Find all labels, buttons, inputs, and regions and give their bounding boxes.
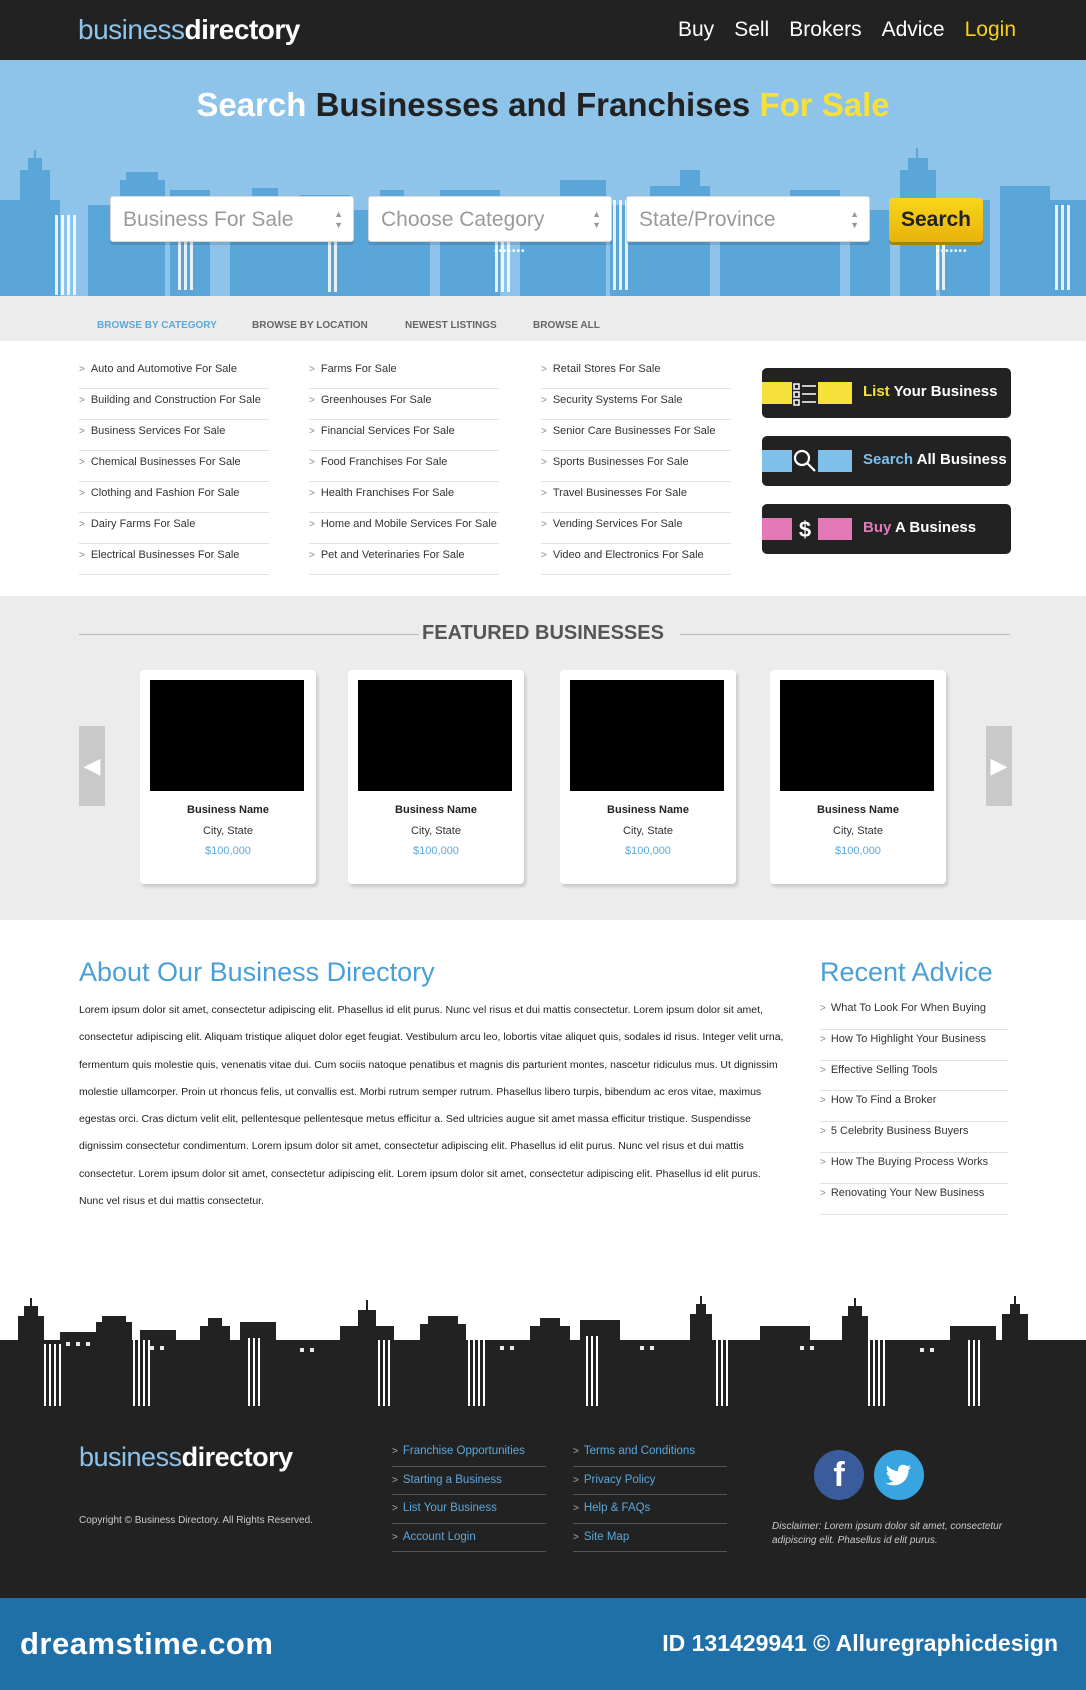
recent-advice-title: Recent Advice: [820, 957, 993, 987]
advice-link[interactable]: > How To Highlight Your Business: [820, 1030, 1008, 1061]
stock-watermark-bar: [0, 1598, 1086, 1690]
main-nav: [678, 18, 1016, 42]
business-name: Business Name: [607, 804, 689, 816]
category-link[interactable]: > Chemical Businesses For Sale: [79, 451, 269, 482]
business-location: City, State: [833, 825, 883, 837]
category-column-2: [309, 358, 499, 575]
watermark-id: ID 131429941 © Alluregraphicdesign: [662, 1630, 1058, 1656]
business-location: City, State: [623, 825, 673, 837]
category-link[interactable]: > Food Franchises For Sale: [309, 451, 499, 482]
advice-link[interactable]: > Renovating Your New Business: [820, 1184, 1008, 1215]
nav-login[interactable]: Login: [964, 18, 1016, 41]
business-type-select[interactable]: [110, 196, 354, 242]
action-label: [863, 383, 997, 400]
category-link[interactable]: > Security Systems For Sale: [541, 389, 731, 420]
featured-businesses-section: [0, 596, 1086, 920]
select-arrows-icon: ▲ ▼: [850, 209, 859, 230]
tab-newest-listings[interactable]: NEWEST LISTINGS: [405, 320, 497, 331]
category-link[interactable]: > Video and Electronics For Sale: [541, 544, 731, 575]
category-link[interactable]: > Senior Care Businesses For Sale: [541, 420, 731, 451]
state-value: State/Province: [639, 208, 776, 231]
business-card[interactable]: [770, 670, 946, 884]
site-logo[interactable]: [78, 14, 300, 46]
copyright-text: Copyright © Business Directory. All Rights Reserved.: [79, 1515, 313, 1526]
search-button[interactable]: Search: [889, 198, 983, 242]
advice-link[interactable]: > Effective Selling Tools: [820, 1061, 1008, 1092]
about-title: About Our Business Directory: [79, 957, 435, 987]
footer-links-2: [573, 1438, 727, 1552]
logo-bold-text: directory: [181, 1442, 293, 1472]
logo-bold-text: directory: [184, 14, 300, 45]
category-link[interactable]: > Electrical Businesses For Sale: [79, 544, 269, 575]
state-select[interactable]: [626, 196, 870, 242]
category-link[interactable]: > Building and Construction For Sale: [79, 389, 269, 420]
tab-browse-all[interactable]: BROWSE ALL: [533, 320, 600, 331]
action-rest-text: A Business: [891, 519, 977, 536]
footer-link[interactable]: > Account Login: [392, 1524, 546, 1553]
footer-link[interactable]: > Privacy Policy: [573, 1467, 727, 1496]
action-accent-text: Buy: [863, 519, 892, 536]
search-all-business-button[interactable]: [762, 436, 1011, 486]
category-select[interactable]: [368, 196, 612, 242]
disclaimer-text: Disclaimer: Lorem ipsum dolor sit amet, consectetur adipiscing elit. Phasellus id elit purus.: [772, 1521, 1003, 1546]
logo-light-text: business: [79, 1442, 182, 1472]
category-link[interactable]: > Pet and Veterinaries For Sale: [309, 544, 499, 575]
category-link[interactable]: > Vending Services For Sale: [541, 513, 731, 544]
hero-title-for-sale: For Sale: [759, 86, 890, 123]
decorative-dots: •••••••: [494, 246, 526, 257]
category-link[interactable]: > Financial Services For Sale: [309, 420, 499, 451]
select-arrows-icon: ▲ ▼: [592, 209, 601, 230]
nav-sell[interactable]: Sell: [734, 18, 770, 41]
category-column-1: [79, 358, 269, 575]
footer-link[interactable]: > List Your Business: [392, 1495, 546, 1524]
business-image: [780, 680, 934, 791]
business-name: Business Name: [187, 804, 269, 816]
business-price: $100,000: [835, 845, 881, 857]
footer-logo[interactable]: [79, 1442, 293, 1473]
dollar-icon: [792, 514, 818, 544]
select-arrows-icon: ▲ ▼: [334, 209, 343, 230]
business-location: City, State: [411, 825, 461, 837]
footer: [0, 1408, 1086, 1598]
category-link[interactable]: > Sports Businesses For Sale: [541, 451, 731, 482]
business-image: [150, 680, 304, 791]
business-card[interactable]: [140, 670, 316, 884]
action-rest-text: All Business: [913, 451, 1007, 468]
browse-tabs: [0, 296, 1086, 341]
hero-title-search: Search: [196, 86, 316, 123]
buy-a-business-button[interactable]: [762, 504, 1011, 554]
about-body: Lorem ipsum dolor sit amet, consectetur adipiscing elit. Phasellus id elit purus. Nunc vel risus et dui mattis consectetur. Lorem ipsum dolor sit amet, consectetur adipiscing elit. Aliquam tristique aliquet dolor eget feugiat. Vestibulum arcu leo, lobortis vitae aliquet quis, sodales id risus. Integer velit urna, fermentum quis molestie quis, venenatis vitae dui. Cum sociis natoque penatibus et magnis dis parturient montes, nascetur ridiculus mus. Ut dignissim molestie ullamcorper. Proin ut rhoncus felis, ut convallis est. Morbi rutrum semper rutrum. Phasellus libero turpis, bibendum ac eros vitae, maximus egestas orci. Cras dictum velit elit, pellentesque pellentesque metus efficitur a. Sed ultricies augue sit amet massa efficitur tristique. Suspendisse dignissim consectetur condimentum. Lorem ipsum dolor sit amet, consectetur adipiscing elit. Phasellus id elit purus. Nunc vel risus et dui mattis consectetur. Lorem ipsum dolor sit amet, consectetur adipiscing elit. Lorem ipsum dolor sit amet, consectetur adipiscing elit. Phasellus id elit purus. Nunc vel risus et dui mattis consectetur.: [79, 1004, 784, 1208]
hero-title-main: Businesses and Franchises: [315, 86, 760, 123]
advice-link[interactable]: > How To Find a Broker: [820, 1091, 1008, 1122]
list-your-business-button[interactable]: [762, 368, 1011, 418]
svg-text:$: $: [798, 517, 812, 542]
footer-link[interactable]: > Starting a Business: [392, 1467, 546, 1496]
category-link[interactable]: > Dairy Farms For Sale: [79, 513, 269, 544]
action-rest-text: Your Business: [889, 383, 998, 400]
logo-light-text: business: [78, 14, 185, 45]
advice-link[interactable]: > How The Buying Process Works: [820, 1153, 1008, 1184]
top-bar: [0, 0, 1086, 60]
footer-link[interactable]: > Help & FAQs: [573, 1495, 727, 1524]
checklist-icon: [792, 378, 818, 408]
nav-buy[interactable]: Buy: [678, 18, 715, 41]
featured-title: FEATURED BUSINESSES: [422, 622, 664, 644]
category-link[interactable]: > Travel Businesses For Sale: [541, 482, 731, 513]
footer-link[interactable]: > Site Map: [573, 1524, 727, 1553]
nav-advice[interactable]: Advice: [881, 18, 945, 41]
category-value: Choose Category: [381, 208, 545, 231]
category-link[interactable]: > Health Franchises For Sale: [309, 482, 499, 513]
carousel-prev-arrow-icon[interactable]: ◀: [79, 726, 105, 806]
footer-link[interactable]: > Franchise Opportunities: [392, 1438, 546, 1467]
business-name: Business Name: [395, 804, 477, 816]
hero-title: [0, 86, 1086, 124]
category-link[interactable]: > Retail Stores For Sale: [541, 358, 731, 389]
category-link[interactable]: > Clothing and Fashion For Sale: [79, 482, 269, 513]
category-link[interactable]: > Farms For Sale: [309, 358, 499, 389]
business-image: [358, 680, 512, 791]
action-label: [863, 519, 976, 536]
tab-browse-by-location[interactable]: BROWSE BY LOCATION: [252, 320, 368, 331]
advice-link[interactable]: > What To Look For When Buying: [820, 999, 1008, 1030]
category-link[interactable]: > Greenhouses For Sale: [309, 389, 499, 420]
business-price: $100,000: [625, 845, 671, 857]
business-card[interactable]: [560, 670, 736, 884]
twitter-icon[interactable]: [874, 1450, 924, 1500]
business-name: Business Name: [817, 804, 899, 816]
carousel-next-arrow-icon[interactable]: ▶: [986, 726, 1012, 806]
nav-brokers[interactable]: Brokers: [789, 18, 862, 41]
action-accent-text: Search: [863, 451, 914, 468]
business-price: $100,000: [205, 845, 251, 857]
decorative-dots: •••••••: [936, 246, 968, 257]
advice-link[interactable]: > 5 Celebrity Business Buyers: [820, 1122, 1008, 1153]
business-location: City, State: [203, 825, 253, 837]
business-image: [570, 680, 724, 791]
category-link[interactable]: > Home and Mobile Services For Sale: [309, 513, 499, 544]
footer-skyline-illustration: [0, 1296, 1086, 1410]
business-card[interactable]: [348, 670, 524, 884]
action-label: [863, 451, 1007, 468]
tab-browse-by-category[interactable]: BROWSE BY CATEGORY: [97, 320, 217, 331]
business-type-value: Business For Sale: [123, 208, 294, 231]
hero-banner: [0, 60, 1086, 296]
category-column-3: [541, 358, 731, 575]
footer-link[interactable]: > Terms and Conditions: [573, 1438, 727, 1467]
magnifier-icon: [792, 446, 818, 476]
watermark-site: dreamstime.com: [20, 1626, 274, 1661]
facebook-icon[interactable]: f: [814, 1450, 864, 1500]
business-price: $100,000: [413, 845, 459, 857]
category-link[interactable]: > Business Services For Sale: [79, 420, 269, 451]
footer-links-1: [392, 1438, 546, 1552]
action-accent-text: List: [863, 383, 890, 400]
category-link[interactable]: > Auto and Automotive For Sale: [79, 358, 269, 389]
recent-advice-list: [820, 999, 1008, 1215]
